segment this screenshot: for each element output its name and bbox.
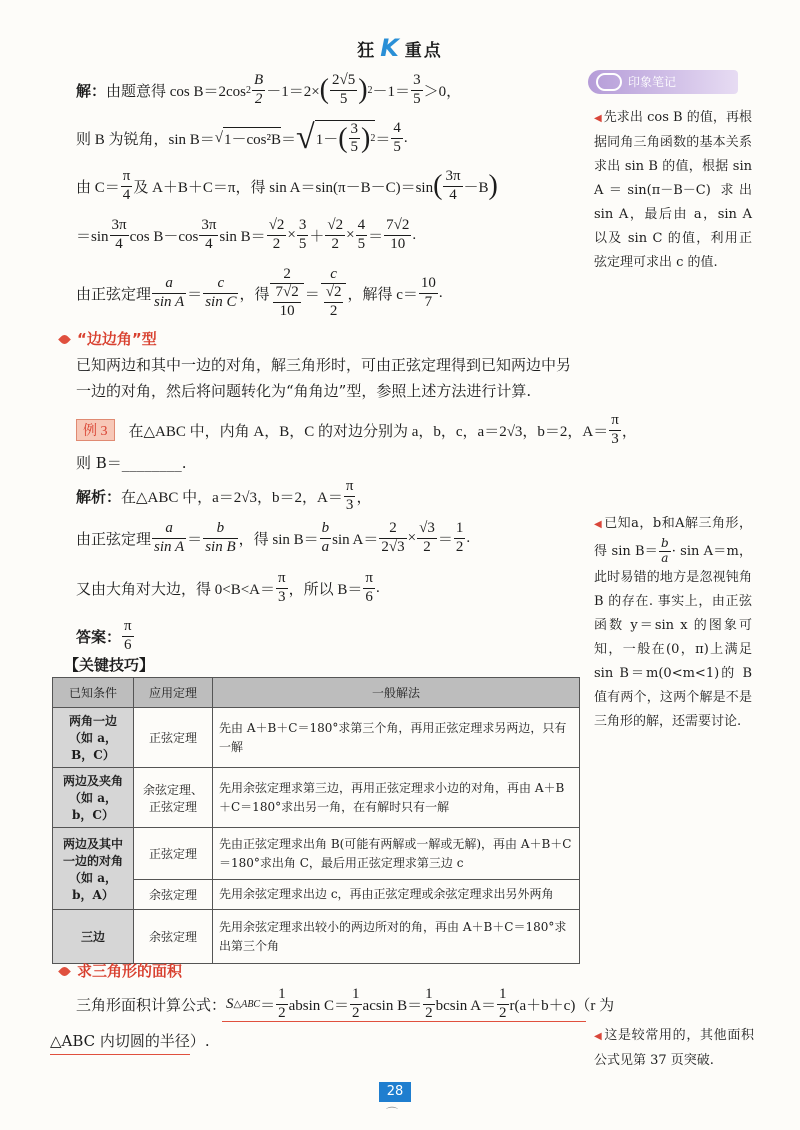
fraction: $\frac{B}{2}$: [254, 72, 264, 107]
answer-line: [76, 616, 135, 656]
page-number: 28: [379, 1082, 411, 1102]
fraction: $\frac{3\pi}{4}$: [201, 217, 217, 252]
header-k-logo: K: [380, 34, 401, 62]
section-area-heading: [60, 960, 182, 981]
text: 又由大角对大边，得 0<B<A＝: [76, 581, 276, 598]
fraction: $\frac{\pi}{3}$: [278, 570, 286, 605]
fraction: $\frac{4}{5}$: [357, 217, 366, 252]
table-cell: 先由 A＋B＋C＝180°求第三个角，再用正弦定理求另两边，只有一解: [213, 708, 580, 768]
table-cell: 余弦定理、正弦定理: [134, 768, 213, 828]
text: acsin B＝: [362, 997, 423, 1014]
text: 及 A＋B＋C＝π，得 sin A＝sin(π－B－C)＝sin: [133, 179, 434, 196]
table-header: 已知条件: [53, 678, 134, 708]
diamond-icon: [58, 965, 71, 978]
compound-fraction: $\frac{2}{\frac{7√2}{10}}$: [270, 266, 303, 320]
text: 由正弦定理: [76, 286, 152, 303]
text: sin A＝: [332, 531, 379, 548]
text: 由正弦定理: [76, 531, 152, 548]
text: －1＝2×: [266, 83, 320, 100]
note-text: 先求出 cos B 的值，再根据同角三角函数的基本关系求出 sin B 的值，根据 sin A＝sin(π－B－C) 求出 sin A，最后由 a，sin A 以及 sin C 的值，利用正弦定理可求出 c 的值.: [594, 110, 752, 270]
side-note-2: [594, 512, 752, 734]
section-ssa-heading: [60, 328, 157, 349]
fraction: $\frac{1}{2}$: [278, 986, 286, 1021]
section-ssa-body: 已知两边和其中一边的对角，解三角形时，可由正弦定理得到已知两边中另一边的对角，然后将问题转化为“角角边”型，参照上述方法进行计算.: [76, 356, 572, 400]
diamond-icon: [58, 333, 71, 346]
text: 则 B 为锐角，sin B＝: [76, 131, 215, 148]
note-text: · sin A＝m，此时易错的地方是忽视钝角 B 的存在. 事实上，由正弦函数 y＝sin x 的图象可知，一般在(0，π)上满足 sin B＝m(0<m<1)的 B 值有两个，这两个解是不是三角形的解，还需要讨论.: [594, 543, 752, 729]
text: （r 为: [575, 997, 615, 1014]
fraction: $\frac{√2}{2}$: [327, 217, 344, 252]
solution-line-4: ＝sin $\frac{3\pi}{4}$ cos B－cos $\frac{3\pi}{4}$ sin B＝ $\frac{√2}{2}$ × $\frac{3}{5}$ ＋ $\frac{√2}{2}$ × $\frac{4}{5}$ ＝ $\frac{7√2}{10}$ .: [76, 217, 417, 252]
leaf-icon: ⌒: [386, 1106, 399, 1120]
fraction: $\frac{1}{2}$: [425, 986, 433, 1021]
text: sin B＝: [219, 228, 266, 245]
fraction: $\frac{7√2}{10}$: [386, 217, 410, 252]
fraction: $\frac{3}{5}$: [298, 217, 307, 252]
area-formula-line-2: △ABC 内切圆的半径）.: [50, 1032, 210, 1050]
section-title: “边边角”型: [77, 330, 157, 348]
table-cell: 正弦定理: [134, 708, 213, 768]
text: r(a＋b＋c): [509, 997, 576, 1014]
text: S: [226, 995, 234, 1012]
note-text: 这是较常用的，其他面积公式见第 37 页突破.: [594, 1028, 754, 1068]
side-note-3: [594, 1024, 754, 1073]
fraction: $\frac{2√5}{5}$: [331, 72, 356, 107]
section-title: 求三角形的面积: [77, 962, 183, 980]
sqrt-text: 1－cos²B: [223, 127, 281, 149]
table-cell: 正弦定理: [134, 828, 213, 880]
header-left: 狂: [357, 41, 377, 61]
fraction: $\frac{b}{\text{sin B}}$: [205, 520, 236, 555]
text: ，所以 B＝: [288, 581, 363, 598]
fraction: $\frac{c}{\text{sin C}}$: [205, 275, 237, 310]
text: －B: [463, 179, 489, 196]
answer-label: 答案：: [76, 627, 122, 646]
text: ＝: [281, 131, 297, 148]
table-row: [53, 828, 580, 880]
compound-fraction: $\frac{c}{\frac{√2}{2}}$: [321, 266, 347, 320]
fraction: $\frac{3\pi}{4}$: [445, 168, 461, 203]
table-cell: 先用余弦定理求出较小的两边所对的角，再由 A＋B＋C＝180°求出第三个角: [213, 910, 580, 964]
fraction: $\frac{3\pi}{4}$: [111, 217, 127, 252]
text: 在△ABC 中，内角 A，B，C 的对边分别为 a，b，c，a＝2√3，b＝2，A＝: [128, 423, 609, 440]
fraction: $\frac{\pi}{4}$: [122, 168, 131, 203]
text: ，: [621, 423, 637, 440]
table-cell: 三边: [53, 910, 134, 964]
text: 1－: [315, 132, 339, 148]
fraction: $\frac{3}{5}$: [350, 120, 359, 155]
text: ＞0，: [423, 83, 462, 100]
text: 在△ABC 中，a＝2√3，b＝2，A＝: [121, 489, 343, 506]
answer-fraction: $\frac{\pi}{6}$: [124, 618, 132, 653]
text: bcsin A＝: [435, 997, 497, 1014]
fraction: $\frac{b}{a}$: [321, 520, 330, 555]
notes-badge: [588, 70, 738, 94]
solution-line-5: 由正弦定理 $\frac{a}{\text{sin A}}$ ＝ $\frac{c}{\text{sin C}}$ ，得 $\frac{2}{\frac{7√2}{10}}$ ＝ $\frac{c}{\frac{√2}{2}}$ ，解得 c＝ $\frac{10}{7}$ .: [76, 266, 443, 319]
text: ，解得 c＝: [347, 286, 418, 303]
fraction: $\frac{a}{\text{sin A}}$: [154, 520, 185, 555]
example-tag: 例 3: [76, 419, 115, 441]
example-3-question: [76, 410, 637, 450]
fraction: $\frac{\pi}{3}$: [611, 412, 619, 447]
triangle-left-icon: ◀: [594, 1031, 603, 1042]
solution-label: 解：: [76, 81, 107, 100]
table-cell: 先用余弦定理求出边 c，再由正弦定理或余弦定理求出另外两角: [213, 880, 580, 910]
text: ，得: [239, 286, 270, 303]
solution-line-1: 解： 由题意得 cos B＝2cos 2 $\frac{B}{2}$ －1＝2× ( $\frac{2√5}{5}$ ) 2 －1＝ $\frac{3}{5}$ ＞0，: [76, 72, 462, 107]
fraction: $\frac{4}{5}$: [393, 120, 401, 155]
text: ＝: [260, 997, 276, 1014]
text: absin C＝: [288, 997, 350, 1014]
underline: [50, 1054, 190, 1055]
fraction: $\frac{\pi}{6}$: [365, 570, 373, 605]
fraction: $\frac{1}{2}$: [455, 520, 464, 555]
text: ＝sin: [76, 228, 109, 245]
fraction: $\frac{√3}{2}$: [419, 520, 435, 555]
key-tips-title: 【关键技巧】: [64, 656, 155, 674]
fraction: $\frac{b}{a}$: [661, 536, 669, 565]
fraction: $\frac{2}{2√3}$: [381, 520, 405, 555]
fraction: $\frac{1}{2}$: [352, 986, 360, 1021]
cloud-icon: [596, 73, 622, 91]
analysis-line-1: [76, 476, 371, 516]
analysis-label: 解析：: [76, 487, 122, 506]
triangle-left-icon: ◀: [594, 519, 603, 530]
header-right: 重点: [404, 41, 443, 61]
table-cell: 两边及其中一边的对角（如 a，b，A）: [53, 828, 134, 910]
fraction: $\frac{√2}{2}$: [268, 217, 285, 252]
text: cos B－cos: [129, 228, 199, 245]
table-cell: 先由正弦定理求出角 B(可能有两解或一解或无解)，再由 A＋B＋C＝180°求出角 C，最后用正弦定理求第三边 c: [213, 828, 580, 880]
fraction: $\frac{a}{\text{sin A}}$: [154, 275, 185, 310]
table-row: [53, 708, 580, 768]
text: ，: [356, 489, 372, 506]
subscript: △ABC: [233, 998, 261, 1010]
table-row: [53, 768, 580, 828]
underline: [222, 1021, 586, 1022]
table-header: 一般解法: [213, 678, 580, 708]
fraction: $\frac{10}{7}$: [420, 275, 436, 310]
text: ，得 sin B＝: [238, 531, 319, 548]
table-cell: 余弦定理: [134, 910, 213, 964]
text: 三角形面积计算公式：: [76, 997, 227, 1014]
table-row: [53, 910, 580, 964]
page-header: [0, 34, 800, 62]
fraction: $\frac{3}{5}$: [413, 72, 421, 107]
table-cell: 余弦定理: [134, 880, 213, 910]
triangle-left-icon: ◀: [594, 113, 602, 124]
solution-line-3: 由 C＝ $\frac{\pi}{4}$ 及 A＋B＋C＝π，得 sin A＝sin(π－B－C)＝sin ( $\frac{3\pi}{4}$ －B ): [76, 168, 498, 203]
fraction: $\frac{\pi}{3}$: [345, 478, 354, 513]
analysis-line-3: 又由大角对大边，得 0<B<A＝ $\frac{\pi}{3}$ ，所以 B＝ $\frac{\pi}{6}$ .: [76, 570, 380, 605]
text: －1＝: [372, 83, 411, 100]
table-cell: 两边及夹角（如 a，b，C）: [53, 768, 134, 828]
analysis-line-2: 由正弦定理 $\frac{a}{\text{sin A}}$ ＝ $\frac{b}{\text{sin B}}$ ，得 sin B＝ $\frac{b}{a}$ sin A＝ $\frac{2}{2√3}$ × $\frac{√3}{2}$ ＝ $\frac{1}{2}$ .: [76, 520, 471, 555]
badge-label: 印象笔记: [628, 75, 677, 89]
text: 由题意得 cos B＝2cos: [106, 83, 247, 100]
note-text: 已知a，b和A解三角形，得 sin B＝: [594, 516, 752, 559]
table-header: 应用定理: [134, 678, 213, 708]
fraction: $\frac{1}{2}$: [499, 986, 507, 1021]
solution-line-2: 则 B 为锐角，sin B＝ √ 1－cos²B ＝ √ 1－ ( $\frac{3}{5}$ ) 2 ＝ $\frac{4}{5}$ .: [76, 119, 408, 156]
table-cell: 两角一边（如 a，B，C）: [53, 708, 134, 768]
area-formula-line: [76, 984, 614, 1024]
key-tips-table: [52, 677, 580, 964]
table-cell: 先用余弦定理求第三边，再用正弦定理求小边的对角，再由 A＋B＋C＝180°求出另一角，在有解时只有一解: [213, 768, 580, 828]
side-note-1: [594, 106, 752, 275]
table-header-row: [53, 678, 580, 708]
example-3-blank: 则 B＝________.: [76, 454, 187, 472]
text: 由 C＝: [76, 179, 120, 196]
